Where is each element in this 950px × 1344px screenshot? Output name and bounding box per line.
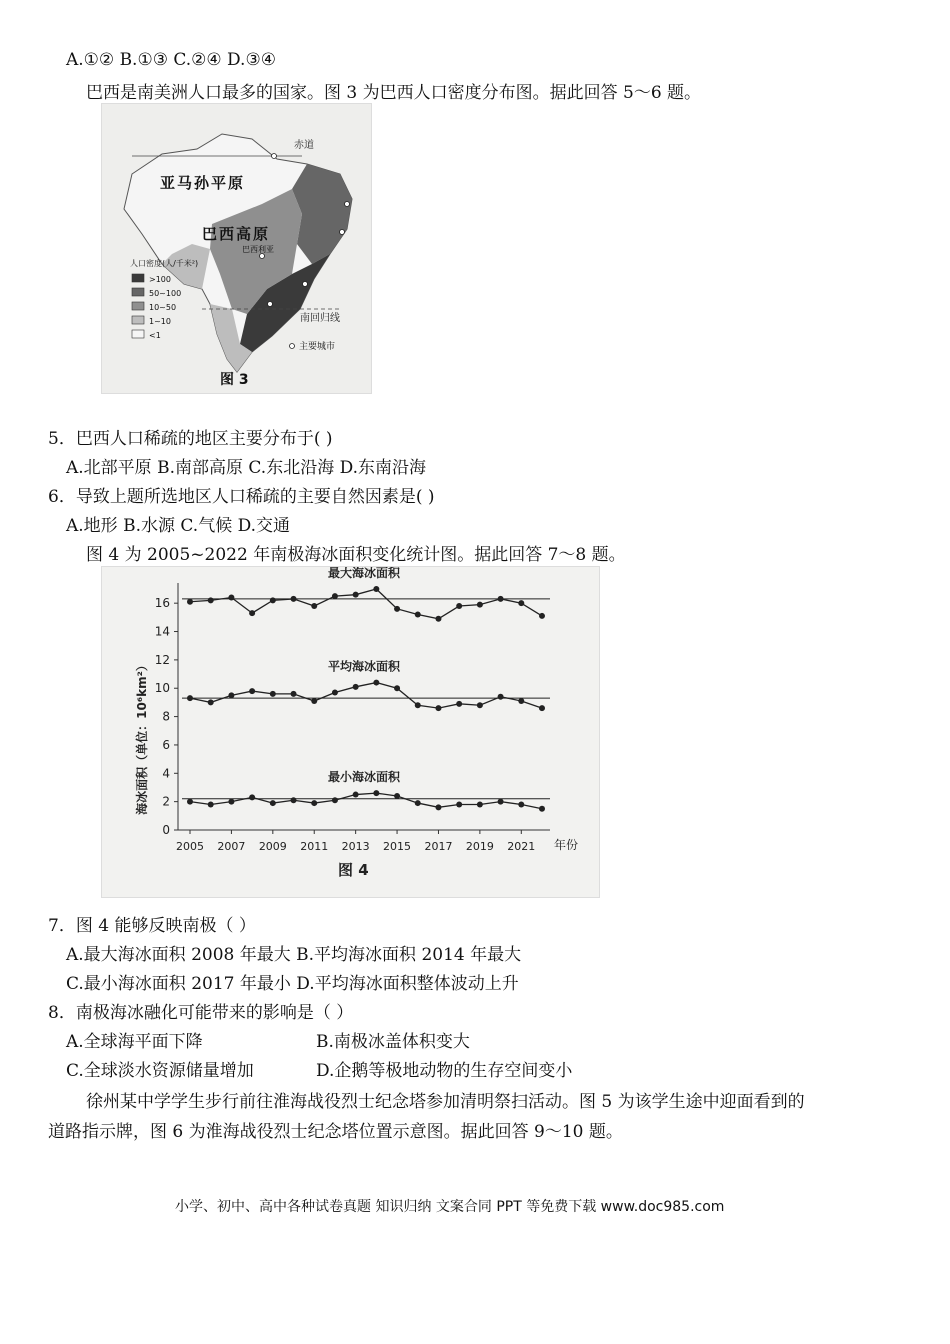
y-tick-label: 16 <box>154 596 170 611</box>
data-point <box>270 597 276 603</box>
data-point <box>394 685 400 691</box>
data-point <box>456 801 462 807</box>
q8-stem: 8．南极海冰融化可能带来的影响是（ ） <box>48 1003 354 1023</box>
data-point <box>228 692 234 698</box>
q7-options-cd: C.最小海冰面积 2017 年最小 D.平均海冰面积整体波动上升 <box>66 974 519 994</box>
q7-options-ab: A.最大海冰面积 2008 年最大 B.平均海冰面积 2014 年最大 <box>66 945 522 965</box>
data-point <box>228 595 234 601</box>
chart-caption: 图 4 <box>338 861 369 879</box>
legend-swatch <box>132 288 144 296</box>
data-point <box>373 790 379 796</box>
y-tick-label: 14 <box>154 624 170 639</box>
y-tick-label: 2 <box>162 794 170 809</box>
q6-stem: 6．导致上题所选地区人口稀疏的主要自然因素是( ) <box>48 487 435 507</box>
q6-options: A.地形 B.水源 C.气候 D.交通 <box>66 516 291 536</box>
legend-title: 人口密度(人/千米²) <box>130 259 199 268</box>
data-point <box>498 799 504 805</box>
data-point <box>208 597 214 603</box>
q8-option-a: A.全球海平面下降 <box>66 1032 203 1052</box>
data-point <box>539 705 545 711</box>
data-point <box>332 593 338 599</box>
data-point <box>456 603 462 609</box>
data-point <box>270 691 276 697</box>
data-point <box>291 797 297 803</box>
q8-option-d: D.企鹅等极地动物的生存空间变小 <box>316 1061 573 1081</box>
x-tick-label: 2005 <box>176 840 204 853</box>
city-marker <box>303 282 308 287</box>
data-point <box>353 792 359 798</box>
data-point <box>435 705 441 711</box>
data-point <box>249 610 255 616</box>
y-tick-label: 6 <box>162 737 170 752</box>
legend-swatch <box>132 330 144 338</box>
city-legend-label: 主要城市 <box>299 342 336 352</box>
map-caption: 图 3 <box>220 372 249 388</box>
x-tick-label: 2021 <box>507 840 536 853</box>
xuzhou-intro-line2: 道路指示牌，图 6 为淮海战役烈士纪念塔位置示意图。据此回答 9～10 题。 <box>48 1122 623 1142</box>
data-point <box>435 804 441 810</box>
chart-svg <box>102 567 599 897</box>
brazil-density-map <box>101 103 372 394</box>
legend-label: 10~50 <box>149 303 177 312</box>
y-tick-label: 4 <box>162 766 170 781</box>
data-point <box>249 794 255 800</box>
map-svg <box>102 104 371 393</box>
data-point <box>187 599 193 605</box>
data-point <box>477 801 483 807</box>
data-point <box>498 694 504 700</box>
data-point <box>187 695 193 701</box>
q8-option-b: B.南极冰盖体积变大 <box>316 1032 470 1052</box>
data-point <box>435 616 441 622</box>
xuzhou-intro-line1: 徐州某中学学生步行前往淮海战役烈士纪念塔参加清明祭扫活动。图 5 为该学生途中迎面看到的 <box>86 1092 805 1112</box>
city-marker <box>340 230 345 235</box>
x-tick-label: 2011 <box>300 840 329 853</box>
city-marker <box>268 302 273 307</box>
data-point <box>373 680 379 686</box>
series-title: 最小海冰面积 <box>327 770 401 785</box>
data-point <box>228 799 234 805</box>
legend-swatch <box>132 274 144 282</box>
data-point <box>456 701 462 707</box>
amazon-label: 亚马孙平原 <box>160 174 246 192</box>
data-point <box>415 612 421 618</box>
y-tick-label: 0 <box>162 823 170 837</box>
capital-label: 巴西利亚 <box>242 245 274 254</box>
data-point <box>353 592 359 598</box>
city-marker <box>345 202 350 207</box>
city-legend-icon <box>290 344 295 349</box>
data-point <box>539 613 545 619</box>
q8-option-c: C.全球淡水资源储量增加 <box>66 1061 254 1081</box>
y-axis-label: 海冰面积（单位：10⁶km²） <box>135 659 149 815</box>
data-point <box>498 596 504 602</box>
q7-stem: 7．图 4 能够反映南极（ ） <box>48 916 256 936</box>
ice-intro: 图 4 为 2005~2022 年南极海冰面积变化统计图。据此回答 7～8 题。 <box>86 545 626 565</box>
sea-ice-chart <box>101 566 600 898</box>
data-point <box>208 801 214 807</box>
legend-label: 50~100 <box>149 289 182 298</box>
data-point <box>477 702 483 708</box>
data-point <box>332 797 338 803</box>
data-point <box>394 793 400 799</box>
q5-options: A.北部平原 B.南部高原 C.东北沿海 D.东南沿海 <box>66 458 427 478</box>
data-point <box>332 689 338 695</box>
series-title: 最大海冰面积 <box>327 567 401 580</box>
legend-label: 1~10 <box>149 317 171 326</box>
city-marker <box>260 254 265 259</box>
data-point <box>477 602 483 608</box>
y-tick-label: 8 <box>162 709 170 724</box>
data-point <box>415 702 421 708</box>
x-tick-label: 2017 <box>424 840 453 853</box>
data-point <box>249 688 255 694</box>
q5-stem: 5．巴西人口稀疏的地区主要分布于( ) <box>48 429 333 449</box>
series-title: 平均海冰面积 <box>327 659 401 674</box>
answer-options-row: A.①② B.①③ C.②④ D.③④ <box>66 50 276 70</box>
data-point <box>311 698 317 704</box>
x-tick-label: 2019 <box>465 840 494 853</box>
x-tick-label: 2009 <box>258 840 287 853</box>
data-point <box>208 699 214 705</box>
brazil-intro: 巴西是南美洲人口最多的国家。图 3 为巴西人口密度分布图。据此回答 5～6 题。 <box>86 83 702 103</box>
data-point <box>518 600 524 606</box>
legend-label: <1 <box>149 331 161 340</box>
x-tick-label: 2015 <box>383 840 412 853</box>
y-tick-label: 12 <box>154 652 170 667</box>
data-point <box>415 800 421 806</box>
data-point <box>291 596 297 602</box>
legend-swatch <box>132 316 144 324</box>
data-point <box>270 800 276 806</box>
data-point <box>353 684 359 690</box>
city-marker <box>272 154 277 159</box>
data-point <box>311 603 317 609</box>
page-footer: 小学、初中、高中各种试卷真题 知识归纳 文案合同 PPT 等免费下载 www.doc985.com <box>175 1199 725 1215</box>
x-tick-label: 2007 <box>217 840 246 853</box>
data-point <box>373 586 379 592</box>
plateau-label: 巴西高原 <box>202 225 271 243</box>
equator-label: 赤道 <box>294 140 314 151</box>
x-axis-label: 年份 <box>554 838 579 852</box>
legend-label: >100 <box>149 275 171 284</box>
data-point <box>518 801 524 807</box>
data-point <box>518 698 524 704</box>
tropic-label: 南回归线 <box>300 313 340 324</box>
x-tick-label: 2013 <box>341 840 370 853</box>
data-point <box>311 800 317 806</box>
data-point <box>539 806 545 812</box>
data-point <box>394 606 400 612</box>
y-tick-label: 10 <box>154 681 170 696</box>
legend-swatch <box>132 302 144 310</box>
data-point <box>291 691 297 697</box>
data-point <box>187 799 193 805</box>
